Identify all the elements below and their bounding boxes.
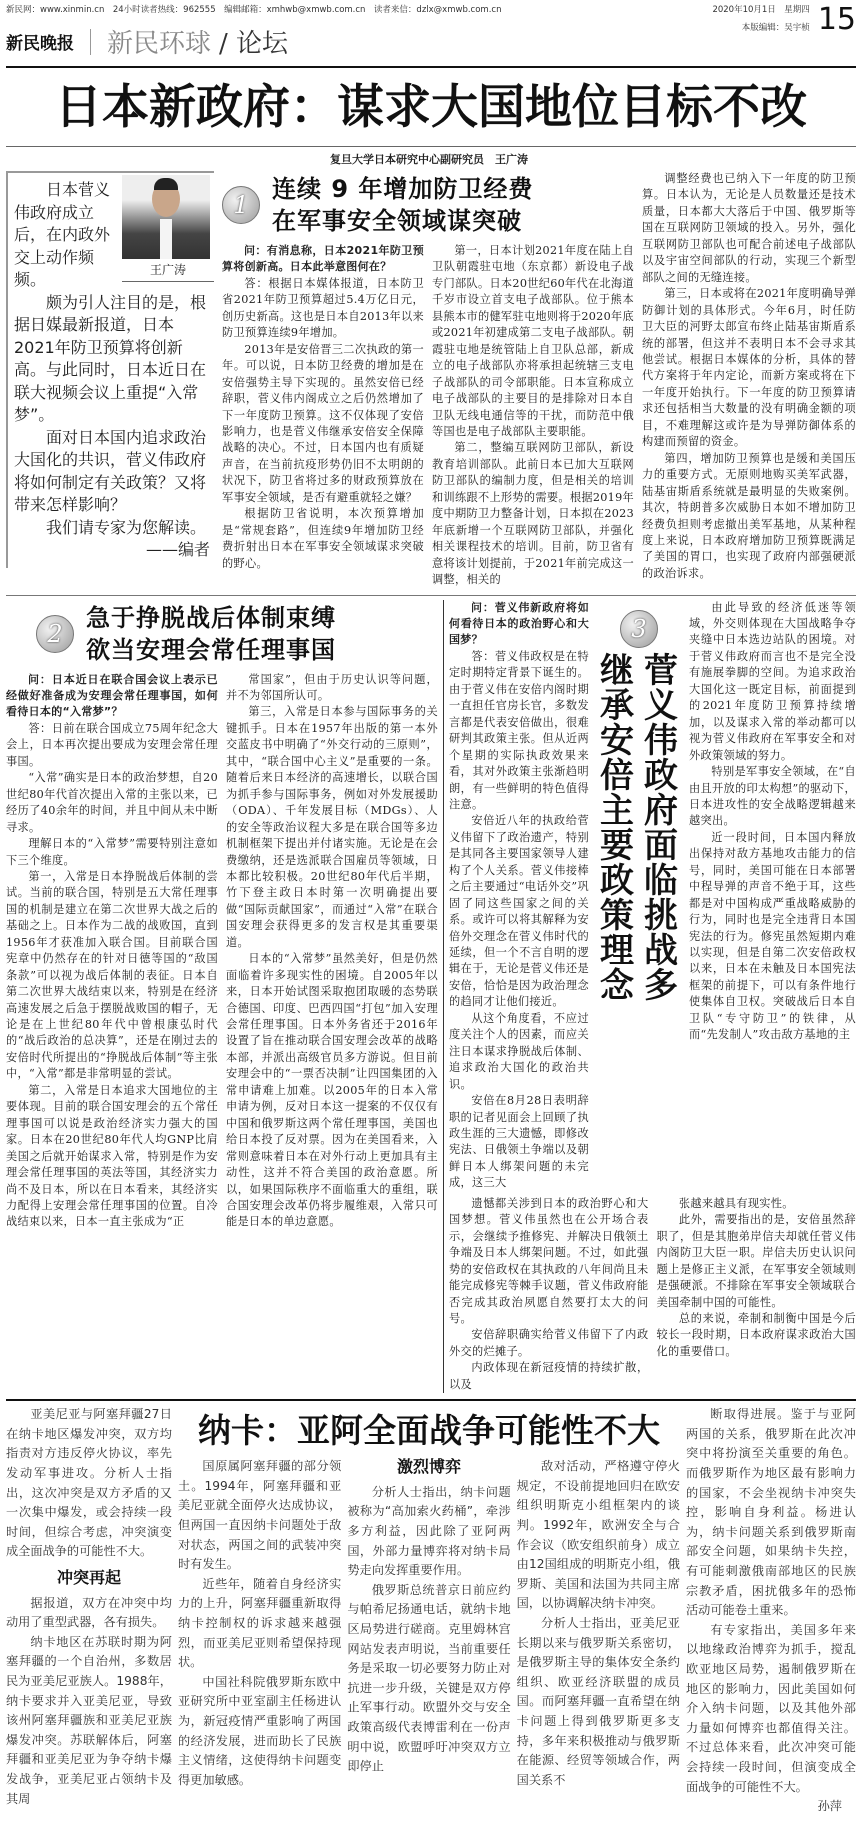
section2-columns <box>6 672 438 1231</box>
section1-column-c <box>642 171 856 582</box>
section2-title-line1: 急于挣脱战后体制束缚 <box>86 603 336 632</box>
section1-rule <box>6 595 856 596</box>
author-line: 复旦大学日本研究中心副研究员 王广涛 <box>330 153 528 166</box>
paragraph: 纳卡地区在苏联时期为阿塞拜疆的一个自治州，多数居民为亚美尼亚族人。1988年，纳卡要求并入亚美尼亚，导致该州阿塞拜疆族和亚美尼亚族爆发冲突。苏联解体后，阿塞拜疆和亚美尼亚为争夺纳卡爆发战争，亚美尼亚占领纳卡及其周 <box>6 1634 172 1806</box>
paragraph: 2013年是安倍晋三二次执政的第一年。可以说，日本防卫经费的增加是在安倍强势主导下实现的。虽然安倍已经辞职，菅义伟内阁成立之后仍然增加了下一年度防卫预算。这不仅体现了安倍影响力，也是菅义伟继承安倍安全保障战略的决心。不过，日本国内也有质疑声音，在当前抗疫形势仍旧不太明朗的状况下，防卫省将过多的财政预算放在军事安全领域，是否有避重就轻之嫌？ <box>222 342 424 504</box>
nk-column-2 <box>178 1457 341 1790</box>
section-name: 新民环球 <box>107 29 212 59</box>
paragraph: 有专家指出，美国多年来以地缘政治博弈为抓手，搅乱欧亚地区局势，遏制俄罗斯在地区的影响力，因此美国如何介入纳卡问题，以及其他外部力量如何博弈也都值得关注。不过总体来看，此次冲突可能会持续一段时间，但演变成全面战争的可能性不大。 <box>686 1622 856 1794</box>
main-headline: 日本新政府：谋求大国地位目标不改 <box>6 68 856 147</box>
nk-middle <box>178 1405 680 1790</box>
section2-column-a <box>6 672 218 1231</box>
page-editor: 本版编辑：吴宇桢 <box>741 23 810 33</box>
page-number: 15 <box>817 2 856 37</box>
paragraph: 理解日本的“入常梦”需要特别注意如下三个维度。 <box>6 837 218 867</box>
subsection-name: / 论坛 <box>219 29 289 59</box>
paragraph: 常国家”，但由于历史认识等问题，并不为邻国所认可。 <box>226 672 438 702</box>
paragraph: 答：菅义伟政权是在特定时期特定背景下诞生的。由于菅义伟在安倍内阁时期一直担任官房长官，多数发言都是代表安倍做出，很难研判其政策主张。但从近两个星期的实际执政效果来看，其对外政策主张渐趋明朗，有一些鲜明的特色值得注意。 <box>449 649 589 811</box>
nk-lead: 亚美尼亚与阿塞拜疆27日在纳卡地区爆发冲突，双方均指责对方违反停火协议，率先发动军事进攻。分析人士指出，这次冲突是双方矛盾的又一次集中爆发，或会持续一段时间，但综合考虑，冲突演变成全面战争的可能性不大。 <box>6 1407 172 1559</box>
paragraph: 第三，入常是日本参与国际事务的关键抓手。日本在1957年出版的第一本外交蓝皮书中明确了“外交行动的三原则”，其中，“联合国中心主义”是重要的一条。随着后来日本经济的高速增长，以联合国为抓手参与国际事务，例如对外发展援助（ODA）、千年发展目标（MDGs）、人的安全等政治议程大多是在联合国等多边机制框架下提出并付诸实施。无论是在会费缴纳，还是选派联合国雇员等领域，日本都比较积极。20世纪80年代后半期，竹下登主政日本时第一次明确提出要做“国际贡献国家”，而通过“入常”在联合国安理会获得更多的发言权是其重要渠道。 <box>226 705 438 949</box>
paragraph: 中国社科院俄罗斯东欧中亚研究所中亚室副主任杨进认为，新冠疫情严重影响了两国的经济发展，进而助长了民族主义情绪，这使得纳卡问题变得更加敏感。 <box>178 1674 342 1787</box>
section2 <box>6 600 438 1231</box>
paragraph: 从这个角度看，不应过度关注个人的因素，而应关注日本谋求挣脱战后体制、追求政治大国化的政治共识。 <box>449 1011 589 1091</box>
paragraph: 分析人士指出，亚美尼亚长期以来与俄罗斯关系密切，是俄罗斯主导的集体安全条约组织、欧亚经济联盟的成员国。而阿塞拜疆一直希望在纳卡问题上得到俄罗斯更多支持，多年来积极推动与俄罗斯在能源、经贸等领域合作，两国关系不 <box>516 1616 680 1787</box>
paragraph: 国原属阿塞拜疆的部分领土。1994年，阿塞拜疆和亚美尼亚就全面停火达成协议，但两国一直因纳卡问题处于敌对状态，两国之间的武装冲突时有发生。 <box>178 1459 342 1572</box>
photo-caption: 王广涛 <box>122 259 214 282</box>
paragraph: 第一，日本计划2021年度在陆上自卫队朝霞驻屯地（东京都）新设电子战专门部队。日本20世纪60年代在北海道千岁市设立首支电子战部队。位于熊本县熊本市的健军驻屯地则将于2020年底或2021年初建成第二支电子战部队。朝霞驻屯地是统管陆上自卫队总部，新成立的电子战部队亦将承担起统辖三支电子战部队的司令部职能。日本宣称成立电子战部队的主要目的是排除对日本自卫队无线电通信等的干扰，而防范中俄等国也是电子战部队主要职能。 <box>432 244 634 438</box>
paragraph: 近一段时间，日本国内释放出保持对敌方基地攻击能力的信号，同时，美国可能在日本部署中程导弹的声音不绝于耳，这些都是对中国构成严重战略威胁的行为，同时也是完全违背日本国宪法的行为。修宪虽然短期内难以实现，但是自第二次安倍政权以来，日本在未触及日本国宪法框架的前提下，可以有条件地行使集体自卫权。突破战后日本自卫队“专守防卫”的铁律，从而“先发制人”攻击敌方基地的主 <box>689 830 856 1042</box>
section3-title-line1: 菅义伟政府面临挑战多 <box>644 650 678 1006</box>
paragraph: 答：根据日本媒体报道，日本防卫省2021年防卫预算超过5.4万亿日元，创历史新高。这也是日本自2013年以来防卫预算连续9年增加。 <box>222 276 424 340</box>
section-rule <box>6 1399 856 1401</box>
paragraph: 特别是军事安全领域，在“自由且开放的印太构想”的驱动下，日本进攻性的安全战略逻辑越来越突出。 <box>689 765 856 828</box>
section1-title-line2: 在军事安全领域谋突破 <box>272 207 522 235</box>
section1-column-b <box>432 243 634 589</box>
paragraph: 调整经费也已纳入下一年度的防卫预算。日本认为，无论是人员数量还是技术质量，日本都大大落后于中国、俄罗斯等国在互联网防卫领域的投入。另外，强化互联网防卫部队也可配合前述电子战部队以及宇宙空间部队的行动，实现三个新型部队之间的无缝连接。 <box>642 172 856 284</box>
nk-subhead: 激烈博弈 <box>396 1457 461 1477</box>
paragraph: 据报道，双方在冲突中均动用了重型武器，各有损失。 <box>6 1595 172 1630</box>
question: 问：有消息称，日本2021年防卫预算将创新高。日本此举意图何在？ <box>222 244 424 274</box>
intro-paragraph: 颇为引人注目的是，根据日媒最新报道，日本2021年防卫预算将创新高。与此同时，日本近日在联大视频会议上重提“入常梦”。 <box>14 292 207 424</box>
paragraph: 安倍辞职确实给菅义伟留下了内政外交的烂摊子。 <box>449 1328 649 1358</box>
paragraph: 由此导致的经济低迷等领域，外交则体现在大国战略争夺夹缝中日本选边站队的困境。对于菅义伟政府而言也不是完全没有施展拳脚的空间。为追求政治大国化这一既定目标，前面提到的2021年度防卫预算持续增加，以及谋求入常的举动都可以视为菅义伟政府在军事安全和对外政策领域的努力。 <box>689 600 856 762</box>
section3-top <box>449 600 856 1192</box>
paragraph: 根据防卫省说明，本次预算增加是“常规套路”，但连续9年增加防卫经费折射出日本在军事安全领域谋求突破的野心。 <box>222 507 424 570</box>
issue-info <box>712 3 809 33</box>
section3 <box>449 600 856 1394</box>
contact-line: 新民网：www.xinmin.cn 24小时读者热线：962555 编辑邮箱：xmhwb@xmwb.com.cn 读者来信：dzlx@xmwb.com.cn <box>6 5 502 15</box>
paragraph: 张越来越具有现实性。 <box>678 1196 794 1210</box>
section-number-badge: 2 <box>36 615 74 653</box>
paragraph: 第一，入常是日本挣脱战后体制的尝试。当前的联合国，特别是五大常任理事国的机制是建立在第二次世界大战之后的基础之上。日本作为二战的战败国，直到1956年才获准加入联合国。目前联合国宪章中仍然存在的针对日德等国的“敌国条款”可以视为战后体制的表征。日本自第二次世界大战结束以来，特别是在经济高速发展之后急于摆脱战败国的帽子，无论是在上世纪80年代中曾根康弘时代的“战后政治的总决算”，还是在刚过去的安倍时代所提出的“挣脱战后体制”等主张中，“入常”都是非常明显的尝试。 <box>6 869 218 1081</box>
section-number-badge: 1 <box>222 186 260 224</box>
paragraph: 第二，入常是日本追求大国地位的主要体现。目前的联合国安理会的五个常任理事国可以说是政治经济实力强大的国家。日本在20世纪80年代人均GNP比肩美国之后就开始谋求入常，特别是作为安理会常任理事国的英法等国，其经济实力尚不及日本，所以在日本看来，其经济实力配得上安理会常任理事国的位置。自冷战结束以来，日本一直主张成为“正 <box>6 1083 218 1229</box>
section-title <box>107 23 288 60</box>
section23-row <box>6 600 856 1394</box>
section3-column-a-continued <box>449 1196 649 1393</box>
nk-column-3 <box>347 1457 510 1777</box>
column-divider <box>443 600 444 1394</box>
intro-signature: ——编者 <box>145 540 210 559</box>
paragraph: 此外，需要指出的是，安倍虽然辞职了，但是其胞弟岸信夫却就任菅义伟内阁防卫大臣一职。岸信夫历史认识问题上是修正主义派，在军事安全领域则是强硬派。不排除在军事安全领域联合美国牵制中国的可能性。 <box>656 1213 856 1309</box>
section1-heading <box>222 173 634 237</box>
nk-article <box>6 1405 856 1816</box>
section1-columns <box>222 243 634 589</box>
masthead-divider <box>90 29 91 55</box>
paragraph: “入常”确实是日本的政治梦想，自20世纪80年代首次提出入常的主张以来，已经历了40余年的时间，并且中间从未中断寻求。 <box>6 771 218 834</box>
paragraph: 第四，增加防卫预算也是缓和美国压力的重要方式。无原则地购买美军武器，陆基宙斯盾系统就是最明显的失败案例。其次，特朗普多次威胁日本如不增加防卫经费负担则考虑撤出美军基地，从某种程度上来说，日本政府增加防卫预算既满足了美国的胃口，也实现了政府内部强硬派的政治诉求。 <box>642 451 856 580</box>
section-number-badge: 3 <box>620 610 658 648</box>
nk-headline: 纳卡：亚阿全面战争可能性不大 <box>198 1411 660 1451</box>
section1-main <box>222 171 634 589</box>
question: 问：菅义伟新政府将如何看待日本的政治野心和大国梦？ <box>449 600 589 647</box>
section3-column-a <box>449 600 589 1192</box>
section3-title-line2: 继承安倍主要政策理念 <box>600 650 634 1006</box>
nk-column-5 <box>686 1405 856 1816</box>
nk-columns <box>178 1457 680 1790</box>
paragraph: 安倍在8月28日表明辞职的记者见面会上回顾了执政生涯的三大遗憾，即修改宪法、日俄领土争端以及朝鲜日本人绑架问题的未完成，这三大 <box>449 1094 589 1190</box>
section2-heading <box>6 602 438 666</box>
paragraph: 近些年，随着自身经济实力的上升，阿塞拜疆重新取得纳卡控制权的诉求越来越强烈，而亚美尼亚则希望保持现状。 <box>178 1576 342 1670</box>
paragraph: 安倍近八年的执政给菅义伟留下了政治遗产，特别是其同各主要国家领导人建构了个人关系。菅义伟接棒之后主要通过“电话外交”巩固了同这些国家之间的关系。或许可以将其解释为安倍外交理念在菅义伟时代的延续，但一个不言自明的逻辑在于，无论是菅义伟还是安倍，恰恰是因为政治理念的趋同才让他们接近。 <box>449 814 589 1009</box>
paragraph: 内政体现在新冠疫情的持续扩散，以及 <box>449 1361 649 1391</box>
section1-column-a <box>222 243 424 572</box>
nk-column-4 <box>517 1457 680 1790</box>
paragraph: 遗憾都关涉到日本的政治野心和大国梦想。菅义伟虽然也在公开场合表示，会继续予推修宪、并解决日俄领土争端及日本人绑架问题。不过，如此强势的安倍政权在其执政的八年间尚且未能完成修宪等棘手议题，菅义伟政府能否完成其政治夙愿自然要打太大的问号。 <box>449 1196 649 1325</box>
issue-date: 2020年10月1日 星期四 <box>712 5 810 15</box>
paragraph: 第二，整编互联网防卫部队，新设教育培训部队。此前日本已加大互联网防卫部队的编制力度，但是相关的培训和训练跟不上形势的需要。根据2019年度中期防卫力整备计划，日本拟在2023年底新增一个互联网防卫部队，并强化相关课程技术的培训。目前，防卫省有意将该计划提前，于2021年前完成这一调整，相关的 <box>432 441 634 587</box>
author-photo <box>122 175 210 259</box>
paragraph: 答：日前在联合国成立75周年纪念大会上，日本再次提出要成为安理会常任理事国。 <box>6 721 218 768</box>
section1-row <box>6 171 856 589</box>
paragraph: 分析人士指出，纳卡问题被称为“高加索火药桶”，牵涉多方利益，因此除了亚阿两国，外部力量博弈将对纳卡局势走向发挥重要作用。 <box>347 1484 511 1578</box>
nk-subhead: 冲突再起 <box>56 1568 121 1588</box>
paper-logo: 新民晚报 <box>6 34 74 54</box>
nk-column-1 <box>6 1405 172 1809</box>
paragraph: 第三，日本或将在2021年度明确导弹防御计划的具体形式。今年6月，时任防卫大臣的河野太郎宣布终止陆基宙斯盾系统的部署，但这并不表明日本不会寻求其他尝试。根据日本媒体的分析，具体的替代方案将于年内定论，而新方案或将在下一年度开始执行。下一年度的防卫预算请求还包括相当大数量的没有明确金额的项目，不难理解这或许是为导弹防御体系的构建而预留的资金。 <box>642 287 856 449</box>
section3-column-b-continued <box>657 1196 857 1361</box>
intro-paragraph: 我们请专家为您解读。 <box>46 517 207 537</box>
section1-title-line1: 连续 9 年增加防卫经费 <box>272 175 534 203</box>
paragraph: 断取得进展。鉴于与亚阿两国的关系，俄罗斯在此次冲突中将扮演至关重要的角色。而俄罗斯作为地区最有影响力的国家，不会坐视纳卡冲突失控，影响自身利益。杨进认为，纳卡问题关系到俄罗斯南部安全问题，如果纳卡失控，有可能刺激俄南部地区的民族宗教矛盾，困扰俄多年的恐怖活动可能卷土重来。 <box>686 1407 856 1618</box>
paragraph: 总的来说，牵制和制衡中国是今后较长一段时期，日本政府谋求政治大国化的重要借口。 <box>656 1312 856 1358</box>
paragraph: 日本的“入常梦”虽然美好，但是仍然面临着许多现实性的困境。自2005年以来，日本开始试图采取抱团取暖的态势联合德国、印度、巴西四国“打包”加入安理会常任理事国。日本外务省还于2016年设置了旨在推动联合国安理会改革的战略本部，并派出高级官员多方游说。但目前安理会中的“一票否决制”让四国集团的入常申请难上加难。以2005年的日本入常申请为例，反对日本这一提案的不仅仅有中国和俄罗斯这两个常任理事国，美国也给日本投了反对票。因为在美国看来，入常则意味着日本在对外行动上更加具有主动性，这并不符合美国的政治意愿。所以，如果国际秩序不面临重大的重组，联合国安理会改革仍将步履维艰，入常只可能是日本的单边意愿。 <box>226 952 438 1229</box>
nk-byline: 孙萍 <box>817 1799 842 1814</box>
section2-title-line2: 欲当安理会常任理事国 <box>86 635 336 664</box>
intro-paragraph: 日本菅义伟政府成立后，在内政外交上动作频频。 <box>14 180 111 289</box>
section2-column-b <box>226 672 438 1231</box>
question: 问：日本近日在联合国会议上表示已经做好准备成为安理会常任理事国，如何看待日本的“入常梦”？ <box>6 672 218 719</box>
paragraph: 敌对活动，严格遵守停火规定，不设前提地回归在欧安组织明斯克小组框架内的谈判。1992年，欧洲安全与合作会议（欧安组织前身）成立由12国组成的明斯克小组，俄罗斯、美国和法国为共同主席国，以协调解决纳卡冲突。 <box>516 1459 680 1611</box>
section3-bottom <box>449 1196 856 1393</box>
author-photo-block <box>122 175 214 282</box>
section3-heading <box>595 600 683 1004</box>
editor-intro <box>6 171 214 568</box>
section3-column-b <box>689 600 856 1044</box>
intro-paragraph: 面对日本国内追求政治大国化的共识，菅义伟政府将如何制定有关政策？又将带来怎样影响？ <box>14 427 207 514</box>
paragraph: 俄罗斯总统普京日前应约与帕希尼扬通电话，就纳卡地区局势进行磋商。克里姆林宫网站发表声明说，当前重要任务是采取一切必要努力防止对抗进一步升级，关键是双方停止军事行动。欧盟外交与安全政策高级代表博雷利在一份声明中说，欧盟呼吁冲突双方立即停止 <box>347 1582 511 1774</box>
